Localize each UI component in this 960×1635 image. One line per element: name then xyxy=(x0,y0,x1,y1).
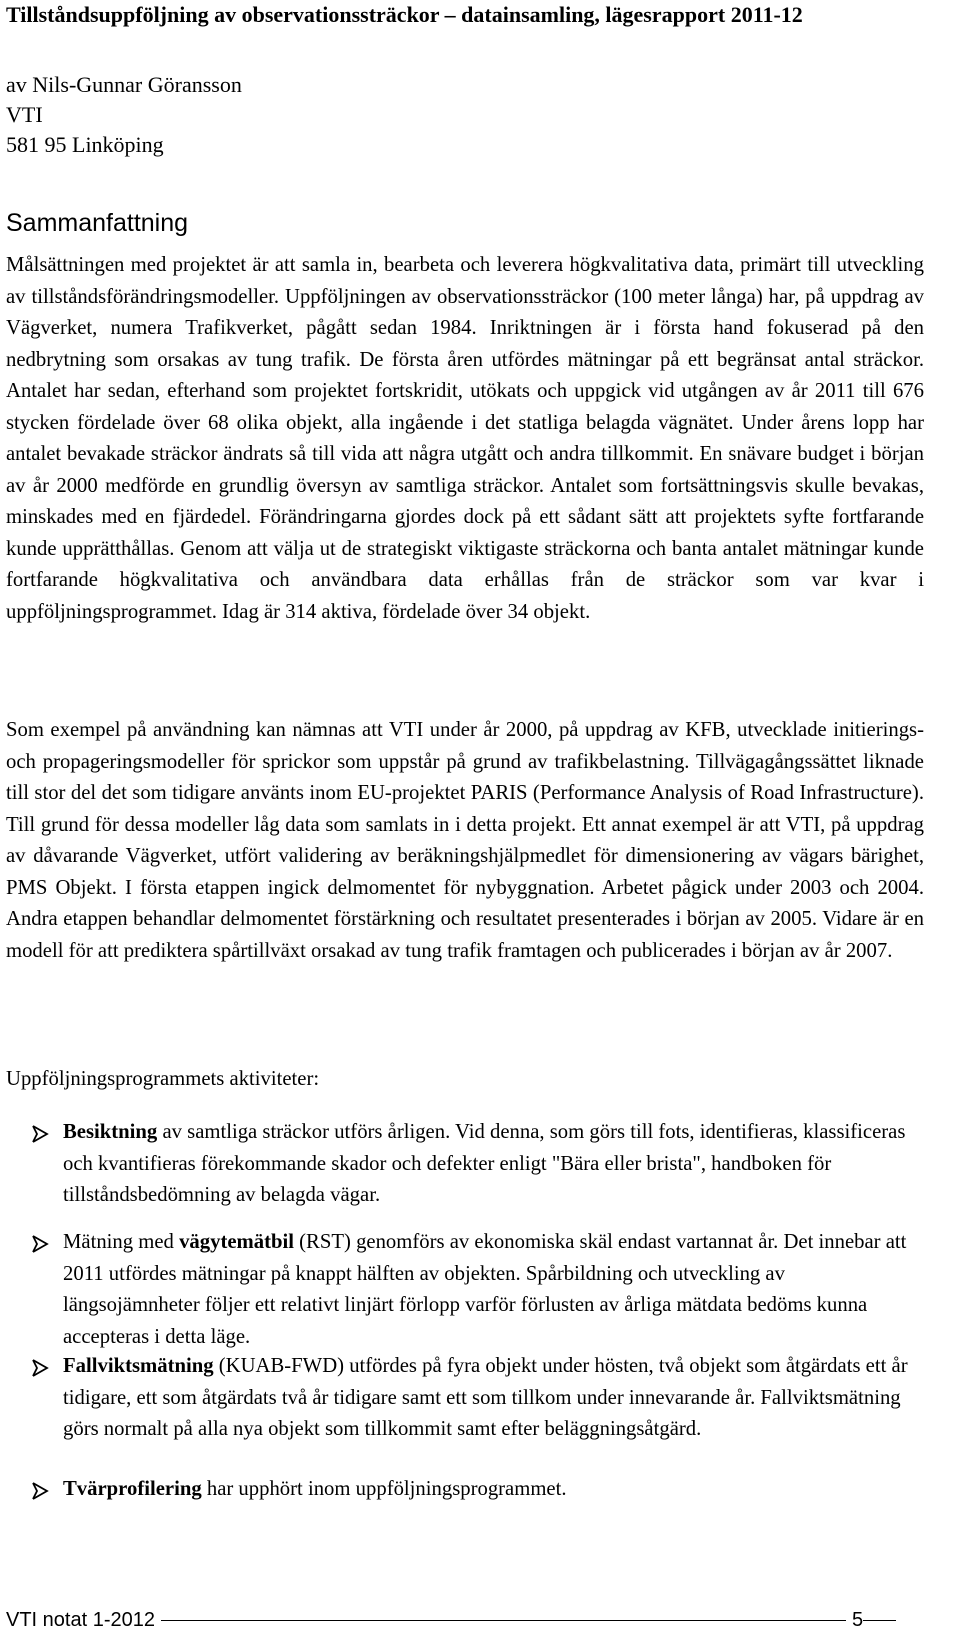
activity-keyword: vägytemätbil xyxy=(179,1231,294,1253)
author-name: av Nils-Gunnar Göransson xyxy=(6,72,242,97)
arrowhead-bullet-icon xyxy=(30,1481,50,1501)
activity-keyword: Besiktning xyxy=(63,1121,158,1143)
author-block xyxy=(6,70,242,160)
footer-report-id: VTI notat 1-2012 xyxy=(6,1608,161,1632)
arrowhead-bullet-icon xyxy=(30,1124,50,1144)
document-title: Tillståndsuppföljning av observationssträckor – datainsamling, lägesrapport 2011-12 xyxy=(6,2,803,27)
footer-page-number: 5 xyxy=(846,1608,863,1632)
arrowhead-bullet-icon xyxy=(30,1234,50,1254)
activities-intro: Uppföljningsprogrammets aktiviteter: xyxy=(6,1068,320,1090)
author-address: 581 95 Linköping xyxy=(6,132,164,157)
activity-text: Besiktning av samtliga sträckor utförs årligen. Vid denna, som görs till fots, identifieras, klassificeras och kvantifieras förekommande skador och defekter enligt "Bära eller brista", handboken för tillståndsbedömning av belagda vägar. xyxy=(63,1121,906,1206)
summary-paragraph-1: Målsättningen med projektet är att samla in, bearbeta och leverera högkvalitativa data, primärt till utveckling av tillståndsförändringsmodeller. Uppföljningen av observationssträckor (100 meter långa) har, på uppdrag av Vägverket, numera Trafikverket, pågått sedan 1984. Inriktningen är i första hand fokuserad på den nedbrytning som orsakas av tung trafik. De första åren utfördes mätningar på ett begränsat antal sträckor. Antalet har sedan, efterhand som projektet fortskridit, utökats och uppgick vid utgången av år 2011 till 676 stycken fördelade över 68 olika objekt, alla ingående i det statliga belagda vägnätet. Under årens lopp har antalet bevakade sträckor ändrats så till vida att några utgått och andra tillkommit. En snävare budget i början av år 2000 medförde en grundlig översyn av samtliga sträckor. Antalet som fortsättningsvis skulle bevakas, minskades med en fjärdedel. Förändringarna gjordes dock på ett sådant sätt att projektets syfte fortfarande kunde upprätthållas. Genom att välja ut de strategiskt viktigaste sträckorna och banta antalet mätningar kunde fortfarande högkvalitativa och användbara data erhållas från de sträckor som var kvar i uppföljningsprogrammet. Idag är 314 aktiva, fördelade över 34 objekt. xyxy=(6,254,924,623)
activity-keyword: Tvärprofilering xyxy=(63,1478,202,1500)
activity-text: Fallviktsmätning (KUAB-FWD) utfördes på fyra objekt under hösten, två objekt som åtgärdats ett år tidigare, ett som åtgärdats två år tidigare samt ett som tillkom under innevarande år. Fallviktsmätning görs normalt på alla nya objekt som tillkommit samt efter beläggningsåtgärd. xyxy=(63,1355,908,1440)
activity-keyword: Fallviktsmätning xyxy=(63,1355,214,1377)
arrowhead-bullet-icon xyxy=(30,1358,50,1378)
summary-paragraph-2: Som exempel på användning kan nämnas att VTI under år 2000, på uppdrag av KFB, utvecklade initierings- och propageringsmodeller för sprickor som uppstår på grund av trafikbelastning. Tillvägagångssättet liknade till stor del det som tidigare använts inom EU-projektet PARIS (Performance Analysis of Road Infrastructure). Till grund för dessa modeller låg data som samlats in i detta projekt. Ett annat exempel är att VTI, på uppdrag av dåvarande Vägverket, utfört validering av beräkningshjälpmedlet för dimensionering av vägars bärighet, PMS Objekt. I första etappen ingick delmomentet för nybyggnation. Arbetet pågick under 2003 och 2004. Andra etappen behandlar delmomentet förstärkning och resultatet presenterades i början av 2005. Vidare är en modell för att prediktera spårtillväxt orsakad av tung trafik framtagen och publicerades i början av år 2007. xyxy=(6,719,924,962)
section-heading: Sammanfattning xyxy=(6,209,189,237)
author-organization: VTI xyxy=(6,102,43,127)
activity-text: Tvärprofilering har upphört inom uppföljningsprogrammet. xyxy=(63,1478,567,1500)
activity-text: Mätning med vägytemätbil (RST) genomförs av ekonomiska skäl endast vartannat år. Det innebar att 2011 utfördes mätningar på knappt hälften av objekten. Spårbildning och utveckling av längsojämnheter följer ett relativt linjärt förlopp varför förlusten av årliga mätdata bedöms kunna accepteras i detta läge. xyxy=(63,1231,907,1348)
